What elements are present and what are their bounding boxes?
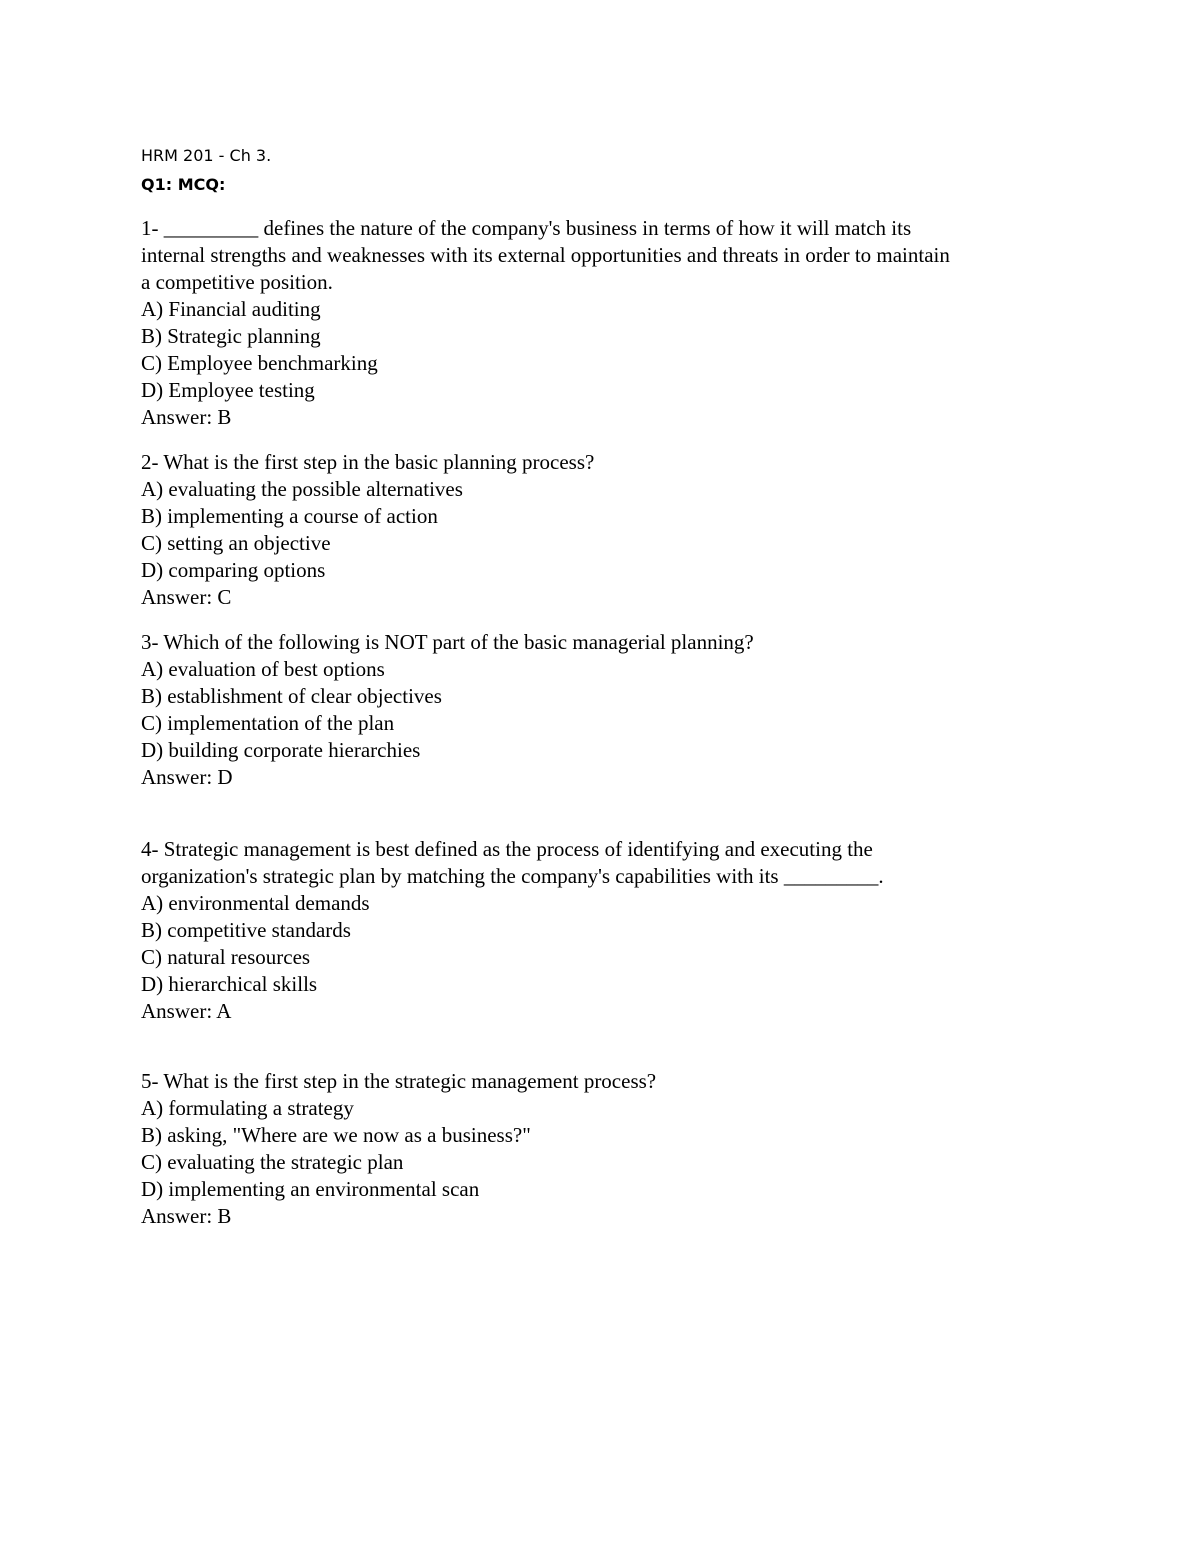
question-5 <box>141 1068 1071 1230</box>
option-b: B) asking, "Where are we now as a business?" <box>141 1123 531 1147</box>
option-d: D) Employee testing <box>141 378 315 402</box>
question-3 <box>141 629 1071 791</box>
option-b: B) implementing a course of action <box>141 504 438 528</box>
question-stem-line: organization's strategic plan by matching the company's capabilities with its _________. <box>141 864 884 888</box>
option-b: B) competitive standards <box>141 918 351 942</box>
option-a: A) evaluation of best options <box>141 657 385 681</box>
option-a: A) environmental demands <box>141 891 370 915</box>
option-a: A) Financial auditing <box>141 297 321 321</box>
answer-line: Answer: D <box>141 765 233 789</box>
option-c: C) setting an objective <box>141 531 331 555</box>
question-stem-line: 5- What is the first step in the strategic management process? <box>141 1069 657 1093</box>
option-d: D) building corporate hierarchies <box>141 738 421 762</box>
answer-line: Answer: A <box>141 999 232 1023</box>
option-d: D) implementing an environmental scan <box>141 1177 480 1201</box>
question-2 <box>141 449 1071 611</box>
question-stem-line: a competitive position. <box>141 270 333 294</box>
question-4 <box>141 836 1071 1025</box>
option-d: D) hierarchical skills <box>141 972 318 996</box>
section-heading: Q1: MCQ: <box>141 175 226 194</box>
question-stem-line: 3- Which of the following is NOT part of the basic managerial planning? <box>141 630 754 654</box>
option-d: D) comparing options <box>141 558 326 582</box>
document-title: HRM 201 - Ch 3. <box>141 146 272 165</box>
question-stem-line: 2- What is the first step in the basic planning process? <box>141 450 595 474</box>
option-c: C) Employee benchmarking <box>141 351 378 375</box>
option-b: B) establishment of clear objectives <box>141 684 442 708</box>
option-a: A) evaluating the possible alternatives <box>141 477 463 501</box>
answer-line: Answer: B <box>141 405 232 429</box>
question-1 <box>141 215 1071 431</box>
answer-line: Answer: B <box>141 1204 232 1228</box>
question-stem-line: 4- Strategic management is best defined as the process of identifying and executing the <box>141 837 873 861</box>
option-c: C) natural resources <box>141 945 311 969</box>
option-c: C) evaluating the strategic plan <box>141 1150 404 1174</box>
option-c: C) implementation of the plan <box>141 711 395 735</box>
answer-line: Answer: C <box>141 585 232 609</box>
option-a: A) formulating a strategy <box>141 1096 354 1120</box>
question-stem-line: 1- _________ defines the nature of the company's business in terms of how it will match its <box>141 216 912 240</box>
question-stem-line: internal strengths and weaknesses with its external opportunities and threats in order to maintain <box>141 243 950 267</box>
option-b: B) Strategic planning <box>141 324 321 348</box>
